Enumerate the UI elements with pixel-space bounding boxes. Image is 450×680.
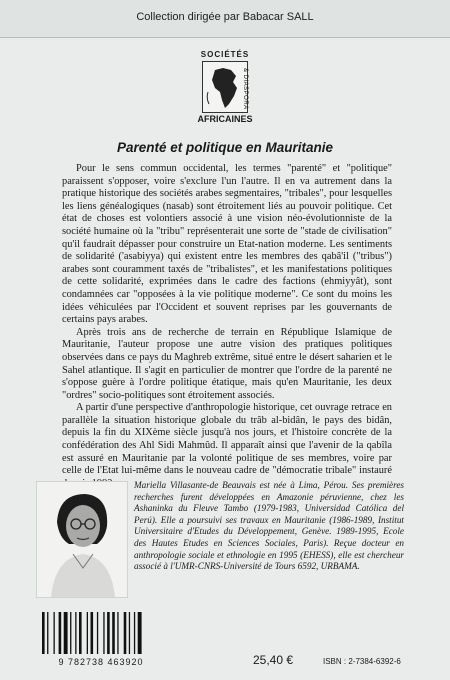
summary-text: [62, 163, 392, 490]
author-photo: [36, 481, 128, 598]
logo-bottom-text: AFRICAINES: [197, 114, 253, 124]
barcode-number: 9 782738 463920: [58, 657, 144, 667]
book-title: Parenté et politique en Mauritanie: [116, 140, 334, 155]
logo-top-text: SOCIÉTÉS: [200, 50, 250, 59]
logo-side-text: & DIASPORA: [242, 68, 248, 110]
summary-paragraph: Après trois ans de recherche de terrain en République Islamique de Mauritanie, l'auteur propose une autre vision des pratiques politiques observées dans ce pays du Maghreb extrême, situé entre le désert saharien et le Sahel atlantique. Il s'agit en particulier de montrer que l'ordre de la parenté ne s'oppose guère à l'ordre politique étatique, mais qu'en Mauritanie, les deux "ordres" socio-politiques sont étroitement associés.: [62, 326, 392, 401]
collection-label: Collection dirigée par Babacar SALL: [136, 11, 314, 23]
summary-paragraph: A partir d'une perspective d'anthropologie historique, cet ouvrage retrace en parallèle la situation historique globale du trâb al-bidân, le pays des bidân, depuis la fin du XIXème siècle jusqu'à nos jours, et l'histoire concrète de la confédération des Ahl Sidi Mahmûd. Il apparaît ainsi que l'avenir de la qabîla est assuré en Mauritanie par la volonté politique de ses membres, voire par celle de l'Etat lui-même dans le nouveau cadre de "démocratie tribale" instauré: [62, 402, 392, 477]
isbn: ISBN : 2-7384-6392-6: [323, 657, 401, 666]
author-bio: Mariella Villasante-de Beauvais est née à Lima, Pérou. Ses premières recherches furent développées en Amazonie péruvienne, chez les Ashaninka du Fleuve Tambo (1979-1983, Universidad Católica del Perú). Elle a poursuivi ses travaux en Mauritanie (1986-1989, Institut Universitaire d'Etudes du Développement, Genève. 1989-1995, Ecole des Hautes Etudes en Sciences Sociales, Paris). Reçue docteur en anthropologie sociale et ethnologie en 1995 (EHESS), elle est chercheur associé à l'UMR-CNRS-Université de Tours 6592, URBAMA.: [134, 480, 404, 572]
price: 25,40 €: [253, 653, 294, 667]
publisher-logo: [190, 50, 260, 130]
summary-paragraph: Pour le sens commun occidental, les termes "parenté" et "politique" paraissent s'opposer, voire s'exclure l'un l'autre. Il en va autrement dans la pratique historique des sociétés arabes segmentaires, "tribales", pour lesquelles les liens généalogiques (nasab) sont étroitement liés au pouvoir politique. Cet état de choses est volontiers associé à une vision néo-évolutionniste de la société humaine où la "tribu" représenterait une sorte de "stade de civilisation" qu'il faudrait dépasser pour construire un Etat-nation moderne. Les sentiments de solidarité ('asabiyya) qui existent entre les membres des qabâ'il ("tribus") arabes sont couramment taxés de "tribalistes", et les manifestations politiques de cette solidarité, exprimées dans le cadre des factions (ehmiyyât), sont condamnées car "opposées à la vie politique moderne". Ce sont du moins les idées véhiculées par l'Occident et souvent reprises par les gouvernants de certains pays arabes.: [62, 163, 392, 326]
